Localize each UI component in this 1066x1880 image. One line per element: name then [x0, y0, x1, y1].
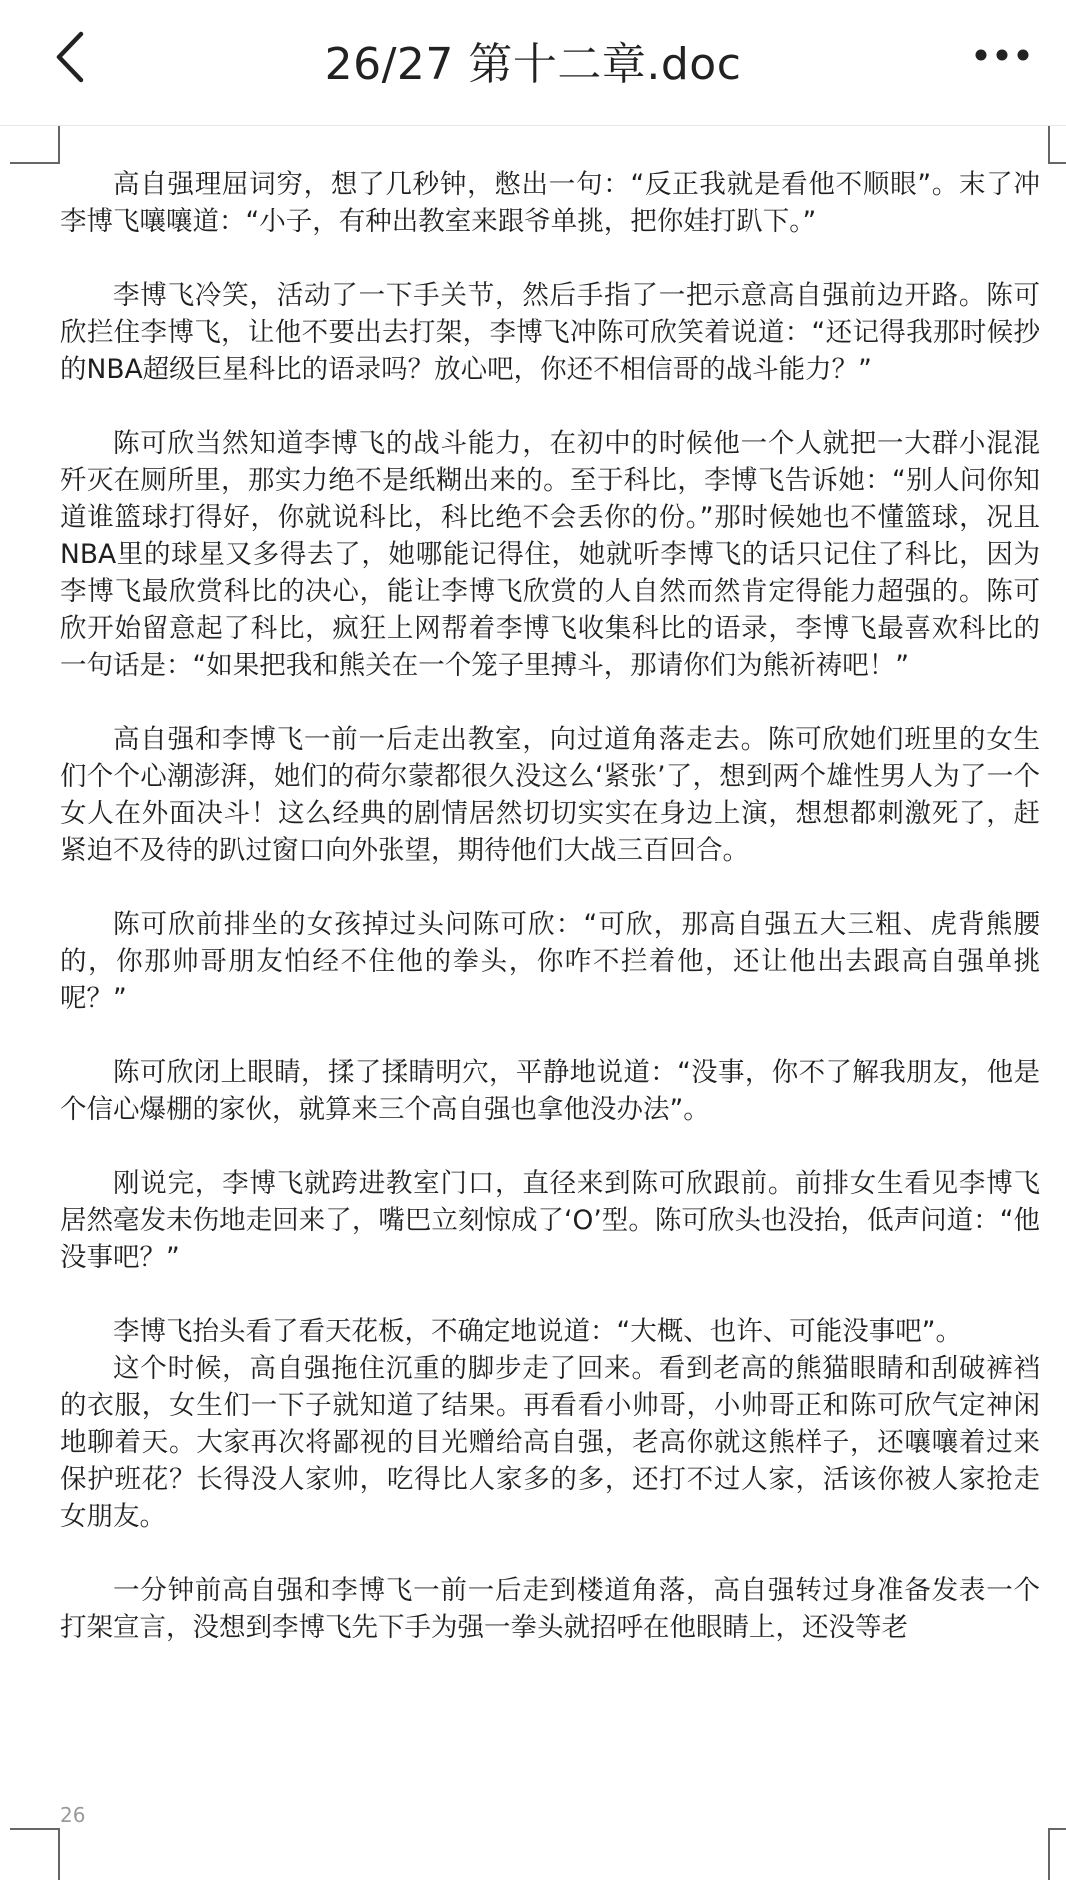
paragraph: 一分钟前高自强和李博飞一前一后走到楼道角落，高自强转过身准备发表一个打架宣言，没想到李博飞先下手为强一拳头就招呼在他眼睛上，还没等老: [60, 1575, 1040, 1643]
page-corner-mark-bottom-right: [1048, 1828, 1066, 1880]
paragraph: 陈可欣闭上眼睛，揉了揉睛明穴，平静地说道：“没事，你不了解我朋友，他是个信心爆棚的家伙，就算来三个高自强也拿他没办法”。: [60, 1057, 1040, 1125]
page-corner-mark-bottom-left: [10, 1828, 60, 1880]
chevron-left-icon: [53, 30, 87, 84]
paragraph: 高自强理屈词穷，想了几秒钟，憋出一句：“反正我就是看他不顺眼”。末了冲李博飞嚷嚷道：“小子，有种出教室来跟爷单挑，把你娃打趴下。”: [60, 169, 1040, 237]
document-title: 26/27 第十二章.doc: [324, 39, 742, 90]
paragraph: 李博飞抬头看了看天花板，不确定地说道：“大概、也许、可能没事吧”。: [113, 1316, 962, 1347]
paragraph: 李博飞冷笑，活动了一下手关节，然后手指了一把示意高自强前边开路。陈可欣拦住李博飞，让他不要出去打架，李博飞冲陈可欣笑着说道：“还记得我那时候抄的NBA超级巨星科比的语录吗？放心吧，你还不相信哥的战斗能力？”: [60, 280, 1040, 385]
more-button[interactable]: [962, 30, 1042, 80]
paragraph: 陈可欣当然知道李博飞的战斗能力，在初中的时候他一个人就把一大群小混混歼灭在厕所里，那实力绝不是纸糊出来的。至于科比，李博飞告诉她：“别人问你知道谁篮球打得好，你就说科比，科比绝不会丢你的份。”那时候她也不懂篮球，况且NBA里的球星又多得去了，她哪能记得住，她就听李博飞的话只记住了科比，因为李博飞最欣赏科比的决心，能让李博飞欣赏的人自然而然肯定得能力超强的。陈可欣开始留意起了科比，疯狂上网帮着李博飞收集科比的语录，李博飞最喜欢科比的一句话是：“如果把我和熊关在一个笼子里搏斗，那请你们为熊祈祷吧！”: [60, 428, 1040, 681]
page-number: 26: [60, 1803, 86, 1827]
document-body: [60, 166, 1040, 1646]
paragraph: 刚说完，李博飞就跨进教室门口，直径来到陈可欣跟前。前排女生看见李博飞居然毫发未伤地走回来了，嘴巴立刻惊成了‘O’型。陈可欣头也没抬，低声问道：“他没事吧？”: [60, 1168, 1040, 1273]
page-corner-mark-top-right: [1048, 126, 1066, 164]
paragraph: 高自强和李博飞一前一后走出教室，向过道角落走去。陈可欣她们班里的女生们个个心潮澎湃，她们的荷尔蒙都很久没这么‘紧张’了，想到两个雄性男人为了一个女人在外面决斗！这么经典的剧情居然切切实实在身边上演，想想都刺激死了，赶紧迫不及待的趴过窗口向外张望，期待他们大战三百回合。: [60, 724, 1040, 866]
paragraph: 这个时候，高自强拖住沉重的脚步走了回来。看到老高的熊猫眼睛和刮破裤裆的衣服，女生们一下子就知道了结果。再看看小帅哥，小帅哥正和陈可欣气定神闲地聊着天。大家再次将鄙视的目光赠给高自强，老高你就这熊样子，还嚷嚷着过来保护班花？长得没人家帅，吃得比人家多的多，还打不过人家，活该你被人家抢走女朋友。: [60, 1353, 1040, 1532]
page-corner-mark-top-left: [10, 126, 60, 164]
more-horizontal-icon: [974, 48, 1030, 62]
paragraph: 陈可欣前排坐的女孩掉过头问陈可欣：“可欣，那高自强五大三粗、虎背熊腰的，你那帅哥朋友怕经不住他的拳头，你咋不拦着他，还让他出去跟高自强单挑呢？”: [60, 909, 1040, 1014]
top-bar: [0, 0, 1066, 126]
back-button[interactable]: [40, 22, 100, 92]
